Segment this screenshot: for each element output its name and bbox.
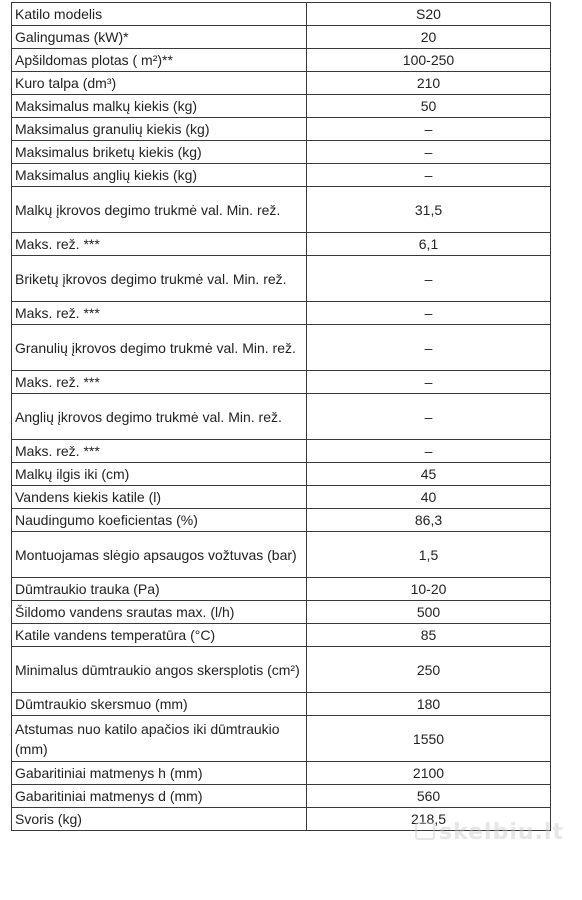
row-label: Maks. rež. *** — [12, 371, 307, 394]
table-row — [12, 95, 551, 118]
row-label: Maksimalus anglių kiekis (kg) — [12, 164, 307, 187]
row-value: 500 — [307, 601, 551, 624]
row-label: Briketų įkrovos degimo trukmė val. Min. rež. — [12, 256, 307, 302]
row-value: – — [307, 371, 551, 394]
row-label: Malkų įkrovos degimo trukmė val. Min. rež. — [12, 187, 307, 233]
table-row — [12, 785, 551, 808]
table-row — [12, 394, 551, 440]
row-value: 10-20 — [307, 578, 551, 601]
row-label: Vandens kiekis katile (l) — [12, 486, 307, 509]
row-value: 180 — [307, 693, 551, 716]
table-row — [12, 624, 551, 647]
row-label: Atstumas nuo katilo apačios iki dūmtraukio (mm) — [12, 716, 307, 762]
row-value: 560 — [307, 785, 551, 808]
row-value: – — [307, 164, 551, 187]
row-value: 1,5 — [307, 532, 551, 578]
row-value: 50 — [307, 95, 551, 118]
row-label: Naudingumo koeficientas (%) — [12, 509, 307, 532]
table-row — [12, 3, 551, 26]
row-value: 86,3 — [307, 509, 551, 532]
row-label: Maks. rež. *** — [12, 440, 307, 463]
row-value: 40 — [307, 486, 551, 509]
row-value: 20 — [307, 26, 551, 49]
row-value: 45 — [307, 463, 551, 486]
row-label: Šildomo vandens srautas max. (l/h) — [12, 601, 307, 624]
row-label: Anglių įkrovos degimo trukmė val. Min. rež. — [12, 394, 307, 440]
table-row — [12, 187, 551, 233]
specification-table — [11, 2, 551, 831]
table-row — [12, 578, 551, 601]
row-label: Katilo modelis — [12, 3, 307, 26]
row-value: – — [307, 302, 551, 325]
row-label: Svoris (kg) — [12, 808, 307, 831]
row-label: Dūmtraukio skersmuo (mm) — [12, 693, 307, 716]
table-row — [12, 509, 551, 532]
row-label: Granulių įkrovos degimo trukmė val. Min. rež. — [12, 325, 307, 371]
table-row — [12, 808, 551, 831]
table-row — [12, 233, 551, 256]
row-label: Maksimalus malkų kiekis (kg) — [12, 95, 307, 118]
row-label: Maks. rež. *** — [12, 302, 307, 325]
table-row — [12, 49, 551, 72]
row-label: Maksimalus briketų kiekis (kg) — [12, 141, 307, 164]
row-value: 1550 — [307, 716, 551, 762]
table-row — [12, 463, 551, 486]
row-label: Minimalus dūmtraukio angos skersplotis (cm²) — [12, 647, 307, 693]
table-row — [12, 26, 551, 49]
row-value: 210 — [307, 72, 551, 95]
table-row — [12, 693, 551, 716]
table-row — [12, 440, 551, 463]
table-row — [12, 532, 551, 578]
table-row — [12, 302, 551, 325]
row-value: 31,5 — [307, 187, 551, 233]
row-value: – — [307, 141, 551, 164]
table-row — [12, 601, 551, 624]
row-label: Montuojamas slėgio apsaugos vožtuvas (bar) — [12, 532, 307, 578]
row-label: Kuro talpa (dm³) — [12, 72, 307, 95]
table-row — [12, 762, 551, 785]
row-value: – — [307, 440, 551, 463]
row-value: – — [307, 394, 551, 440]
table-row — [12, 164, 551, 187]
table-row — [12, 72, 551, 95]
row-label: Maksimalus granulių kiekis (kg) — [12, 118, 307, 141]
watermark-text: skelbiu.lt — [439, 820, 564, 845]
row-value: – — [307, 256, 551, 302]
row-value: – — [307, 325, 551, 371]
row-value: – — [307, 118, 551, 141]
table-row — [12, 325, 551, 371]
table-row — [12, 141, 551, 164]
row-label: Gabaritiniai matmenys d (mm) — [12, 785, 307, 808]
row-label: Apšildomas plotas ( m²)** — [12, 49, 307, 72]
row-value: 85 — [307, 624, 551, 647]
row-value: S20 — [307, 3, 551, 26]
row-label: Galingumas (kW)* — [12, 26, 307, 49]
table-row — [12, 486, 551, 509]
table-row — [12, 716, 551, 762]
row-value: 100-250 — [307, 49, 551, 72]
row-label: Malkų ilgis iki (cm) — [12, 463, 307, 486]
row-label: Maks. rež. *** — [12, 233, 307, 256]
table-row — [12, 371, 551, 394]
row-label: Gabaritiniai matmenys h (mm) — [12, 762, 307, 785]
table-row — [12, 647, 551, 693]
table-row — [12, 118, 551, 141]
row-value: 218,5 — [307, 808, 551, 831]
table-row — [12, 256, 551, 302]
row-value: 2100 — [307, 762, 551, 785]
row-value: 6,1 — [307, 233, 551, 256]
row-label: Dūmtraukio trauka (Pa) — [12, 578, 307, 601]
row-value: 250 — [307, 647, 551, 693]
row-label: Katile vandens temperatūra (°C) — [12, 624, 307, 647]
